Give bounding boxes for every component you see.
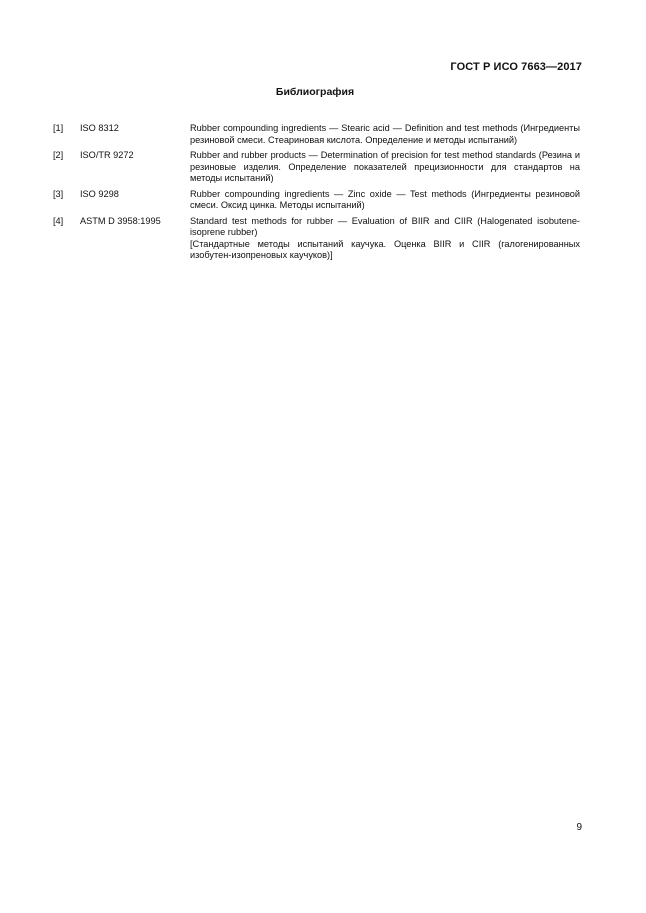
bibliography-entry bbox=[53, 189, 580, 212]
bibliography-entry bbox=[53, 150, 580, 185]
entry-number: [1] bbox=[53, 123, 64, 133]
entry-document-id: ISO/TR 9272 bbox=[80, 150, 134, 160]
entry-description-text: Rubber compounding ingredients — Zinc oxide — Test methods (Ингредиенты резиновой смеси. Оксид цинка. Методы испытаний) bbox=[190, 188, 580, 210]
bibliography-entry bbox=[53, 123, 580, 146]
page-title: Библиография bbox=[275, 86, 355, 98]
entry-description-text: Standard test methods for rubber — Evaluation of BIIR and CIIR (Halogenated isobutene-isoprene rubber) bbox=[190, 215, 580, 237]
entry-description-text: Rubber compounding ingredients — Stearic acid — Definition and test methods (Ингредиенты резиновой смеси. Стеариновая кислота. Определение и методы испытаний) bbox=[190, 123, 580, 145]
entry-description bbox=[190, 216, 580, 262]
bibliography-entry bbox=[53, 216, 580, 262]
entry-document-id: ISO 9298 bbox=[80, 188, 119, 199]
entry-description-text: Rubber and rubber products — Determination of precision for test method standards (Резина и резиновые изделия. Определение показателей прецизионности для стандартов на методы испытаний) bbox=[190, 150, 580, 183]
entry-description bbox=[190, 150, 580, 185]
page-number: 9 bbox=[576, 822, 582, 833]
document-code-header: ГОСТ Р ИСО 7663—2017 bbox=[450, 61, 582, 73]
entry-number: [4] bbox=[53, 215, 64, 226]
entry-description bbox=[190, 123, 580, 146]
entry-number: [2] bbox=[53, 150, 64, 160]
bibliography-list bbox=[53, 123, 580, 266]
entry-document-id: ASTM D 3958:1995 bbox=[80, 215, 161, 226]
entry-document-id: ISO 8312 bbox=[80, 123, 119, 133]
entry-description-translation: [Стандартные методы испытаний каучука. Оценка BIIR и CIIR (галогенированных изобутен-изопреновых каучуков)] bbox=[190, 238, 580, 260]
entry-number: [3] bbox=[53, 188, 64, 199]
entry-description bbox=[190, 189, 580, 212]
